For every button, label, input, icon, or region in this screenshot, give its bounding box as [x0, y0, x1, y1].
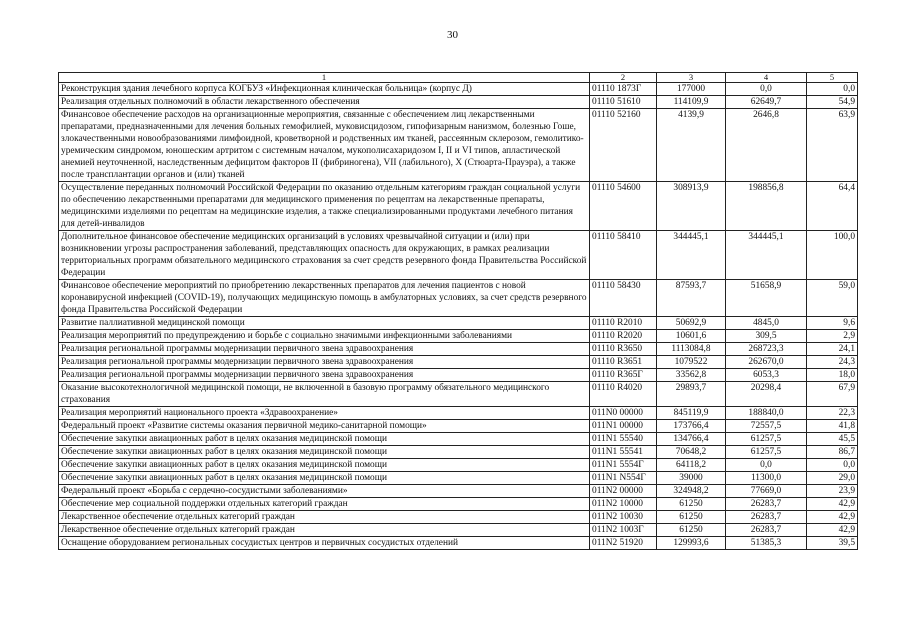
row-actual-cell: 188840,0	[726, 407, 807, 420]
row-name-cell: Осуществление переданных полномочий Российской Федерации по оказанию отдельным категориям граждан социальной услуги по обеспечению лекарственными препаратами для медицинского применения по рецептам на лекарственные препараты, медицинскими изделиями по рецептам на медицинские изделия, а также специализированными продуктами лечебного питания для детей-инвалидов	[59, 182, 590, 231]
column-number-3: 3	[657, 73, 726, 83]
row-name-cell: Реализация региональной программы модернизации первичного звена здравоохранения	[59, 343, 590, 356]
table-row	[59, 485, 858, 498]
row-plan-cell: 324948,2	[657, 485, 726, 498]
row-actual-cell: 2646,8	[726, 109, 807, 182]
row-percent-cell: 67,9	[807, 382, 858, 407]
row-percent-cell: 24,1	[807, 343, 858, 356]
row-name-cell: Оснащение оборудованием региональных сосудистых центров и первичных сосудистых отделений	[59, 537, 590, 550]
row-actual-cell: 0,0	[726, 459, 807, 472]
row-name-cell: Реконструкция здания лечебного корпуса КОГБУЗ «Инфекционная клиническая больница» (корпус Д)	[59, 83, 590, 96]
row-plan-cell: 4139,9	[657, 109, 726, 182]
row-code-cell: 011N1 55541	[590, 446, 657, 459]
row-actual-cell: 262670,0	[726, 356, 807, 369]
row-plan-cell: 50692,9	[657, 317, 726, 330]
table-row	[59, 330, 858, 343]
row-percent-cell: 18,0	[807, 369, 858, 382]
page-number: 30	[447, 29, 458, 41]
row-percent-cell: 64,4	[807, 182, 858, 231]
row-percent-cell: 59,0	[807, 280, 858, 317]
row-percent-cell: 41,8	[807, 420, 858, 433]
row-name-cell: Реализация региональной программы модернизации первичного звена здравоохранения	[59, 356, 590, 369]
budget-execution-table	[58, 72, 858, 550]
table-row	[59, 109, 858, 182]
row-actual-cell: 62649,7	[726, 96, 807, 109]
row-code-cell: 011N1 55540	[590, 433, 657, 446]
row-actual-cell: 11300,0	[726, 472, 807, 485]
row-percent-cell: 0,0	[807, 459, 858, 472]
row-code-cell: 011N2 1003Г	[590, 524, 657, 537]
row-actual-cell: 26283,7	[726, 511, 807, 524]
row-plan-cell: 114109,9	[657, 96, 726, 109]
table-row	[59, 182, 858, 231]
row-code-cell: 011N2 51920	[590, 537, 657, 550]
row-actual-cell: 51658,9	[726, 280, 807, 317]
table-row	[59, 356, 858, 369]
row-actual-cell: 6053,3	[726, 369, 807, 382]
row-name-cell: Обеспечение закупки авиационных работ в целях оказания медицинской помощи	[59, 472, 590, 485]
row-code-cell: 01110 R3651	[590, 356, 657, 369]
row-actual-cell: 72557,5	[726, 420, 807, 433]
row-percent-cell: 23,9	[807, 485, 858, 498]
row-plan-cell: 1079522	[657, 356, 726, 369]
row-name-cell: Обеспечение закупки авиационных работ в целях оказания медицинской помощи	[59, 459, 590, 472]
table-row	[59, 96, 858, 109]
row-name-cell: Обеспечение закупки авиационных работ в целях оказания медицинской помощи	[59, 433, 590, 446]
row-plan-cell: 61250	[657, 524, 726, 537]
row-actual-cell: 61257,5	[726, 446, 807, 459]
column-number-5: 5	[807, 73, 858, 83]
row-name-cell: Лекарственное обеспечение отдельных категорий граждан	[59, 524, 590, 537]
column-number-2: 2	[590, 73, 657, 83]
row-name-cell: Дополнительное финансовое обеспечение медицинских организаций в условиях чрезвычайной ситуации и (или) при возникновении угрозы распространения заболеваний, представляющих опасность для окружающих, в рамках реализации территориальных программ обязательного медицинского страхования за счет средств резервного фонда Правительства Российской Федерации	[59, 231, 590, 280]
row-percent-cell: 29,0	[807, 472, 858, 485]
table-row	[59, 83, 858, 96]
row-actual-cell: 309,5	[726, 330, 807, 343]
row-percent-cell: 24,3	[807, 356, 858, 369]
row-code-cell: 01110 R4020	[590, 382, 657, 407]
row-code-cell: 01110 58430	[590, 280, 657, 317]
row-code-cell: 01110 R2020	[590, 330, 657, 343]
row-actual-cell: 61257,5	[726, 433, 807, 446]
row-name-cell: Реализация мероприятий по предупреждению и борьбе с социально значимыми инфекционными заболеваниями	[59, 330, 590, 343]
row-percent-cell: 2,9	[807, 330, 858, 343]
table-row	[59, 343, 858, 356]
row-actual-cell: 198856,8	[726, 182, 807, 231]
row-name-cell: Реализация мероприятий национального проекта «Здравоохранение»	[59, 407, 590, 420]
row-percent-cell: 100,0	[807, 231, 858, 280]
row-actual-cell: 344445,1	[726, 231, 807, 280]
row-percent-cell: 42,9	[807, 498, 858, 511]
row-percent-cell: 42,9	[807, 511, 858, 524]
row-name-cell: Обеспечение мер социальной поддержки отдельных категорий граждан	[59, 498, 590, 511]
table-row	[59, 511, 858, 524]
row-name-cell: Реализация региональной программы модернизации первичного звена здравоохранения	[59, 369, 590, 382]
column-number-header-row	[59, 73, 858, 83]
row-code-cell: 01110 51610	[590, 96, 657, 109]
row-name-cell: Финансовое обеспечение расходов на организационные мероприятия, связанные с обеспечением лиц лекарственными препаратами, предназначенными для лечения больных гемофилией, муковисцидозом, гипофизарным нанизмом, болезнью Гоше, злокачественными новообразованиями лимфоидной, кроветворной и родственных им тканей, рассеянным склерозом, гемолитико-уремическим синдромом, юношеским артритом с системным началом, мукополисахаридозом I, II и VI типов, апластической анемией неуточненной, наследственным дефицитом факторов II (фибриногена), VII (лабильного), Х (Стюарта-Прауэра), а также после трансплантации органов и (или) тканей	[59, 109, 590, 182]
row-percent-cell: 54,9	[807, 96, 858, 109]
row-plan-cell: 177000	[657, 83, 726, 96]
table-row	[59, 472, 858, 485]
row-percent-cell: 63,9	[807, 109, 858, 182]
column-number-1: 1	[59, 73, 590, 83]
row-percent-cell: 22,3	[807, 407, 858, 420]
row-actual-cell: 51385,3	[726, 537, 807, 550]
row-code-cell: 011N0 00000	[590, 407, 657, 420]
table-row	[59, 433, 858, 446]
row-percent-cell: 39,5	[807, 537, 858, 550]
row-plan-cell: 61250	[657, 498, 726, 511]
row-code-cell: 01110 R365Г	[590, 369, 657, 382]
row-code-cell: 01110 R2010	[590, 317, 657, 330]
table-row	[59, 280, 858, 317]
row-plan-cell: 134766,4	[657, 433, 726, 446]
row-name-cell: Федеральный проект «Борьба с сердечно-сосудистыми заболеваниями»	[59, 485, 590, 498]
row-code-cell: 01110 52160	[590, 109, 657, 182]
row-name-cell: Обеспечение закупки авиационных работ в целях оказания медицинской помощи	[59, 446, 590, 459]
table-row	[59, 524, 858, 537]
table-row	[59, 537, 858, 550]
row-actual-cell: 20298,4	[726, 382, 807, 407]
row-actual-cell: 268723,3	[726, 343, 807, 356]
row-percent-cell: 42,9	[807, 524, 858, 537]
row-plan-cell: 129993,6	[657, 537, 726, 550]
row-percent-cell: 0,0	[807, 83, 858, 96]
table-row	[59, 459, 858, 472]
table-row	[59, 498, 858, 511]
row-plan-cell: 87593,7	[657, 280, 726, 317]
row-plan-cell: 344445,1	[657, 231, 726, 280]
row-name-cell: Развитие паллиативной медицинской помощи	[59, 317, 590, 330]
row-plan-cell: 173766,4	[657, 420, 726, 433]
table-row	[59, 231, 858, 280]
row-code-cell: 011N2 10030	[590, 511, 657, 524]
column-number-4: 4	[726, 73, 807, 83]
row-name-cell: Федеральный проект «Развитие системы оказания первичной медико-санитарной помощи»	[59, 420, 590, 433]
row-actual-cell: 0,0	[726, 83, 807, 96]
row-plan-cell: 29893,7	[657, 382, 726, 407]
table-row	[59, 369, 858, 382]
row-actual-cell: 77669,0	[726, 485, 807, 498]
table-row	[59, 420, 858, 433]
row-percent-cell: 86,7	[807, 446, 858, 459]
row-name-cell: Лекарственное обеспечение отдельных категорий граждан	[59, 511, 590, 524]
row-code-cell: 011N1 N554Г	[590, 472, 657, 485]
row-plan-cell: 308913,9	[657, 182, 726, 231]
table-row	[59, 407, 858, 420]
row-actual-cell: 26283,7	[726, 524, 807, 537]
table-row	[59, 317, 858, 330]
row-code-cell: 011N2 10000	[590, 498, 657, 511]
row-percent-cell: 45,5	[807, 433, 858, 446]
row-plan-cell: 64118,2	[657, 459, 726, 472]
row-plan-cell: 1113084,8	[657, 343, 726, 356]
row-name-cell: Финансовое обеспечение мероприятий по приобретению лекарственных препаратов для лечения пациентов с новой коронавирусной инфекцией (COVID-19), получающих медицинскую помощь в амбулаторных условиях, за счет средств резервного фонда Правительства Российской Федерации	[59, 280, 590, 317]
row-plan-cell: 61250	[657, 511, 726, 524]
row-code-cell: 01110 R3650	[590, 343, 657, 356]
row-plan-cell: 70648,2	[657, 446, 726, 459]
row-actual-cell: 26283,7	[726, 498, 807, 511]
row-actual-cell: 4845,0	[726, 317, 807, 330]
row-code-cell: 01110 1873Г	[590, 83, 657, 96]
row-code-cell: 011N1 00000	[590, 420, 657, 433]
table-row	[59, 382, 858, 407]
row-name-cell: Реализация отдельных полномочий в области лекарственного обеспечения	[59, 96, 590, 109]
table-row	[59, 446, 858, 459]
row-code-cell: 011N2 00000	[590, 485, 657, 498]
row-plan-cell: 33562,8	[657, 369, 726, 382]
row-percent-cell: 9,6	[807, 317, 858, 330]
row-code-cell: 01110 58410	[590, 231, 657, 280]
row-plan-cell: 845119,9	[657, 407, 726, 420]
row-name-cell: Оказание высокотехнологичной медицинской помощи, не включенной в базовую программу обязательного медицинского страхования	[59, 382, 590, 407]
row-plan-cell: 10601,6	[657, 330, 726, 343]
row-code-cell: 01110 54600	[590, 182, 657, 231]
row-code-cell: 011N1 5554Г	[590, 459, 657, 472]
row-plan-cell: 39000	[657, 472, 726, 485]
